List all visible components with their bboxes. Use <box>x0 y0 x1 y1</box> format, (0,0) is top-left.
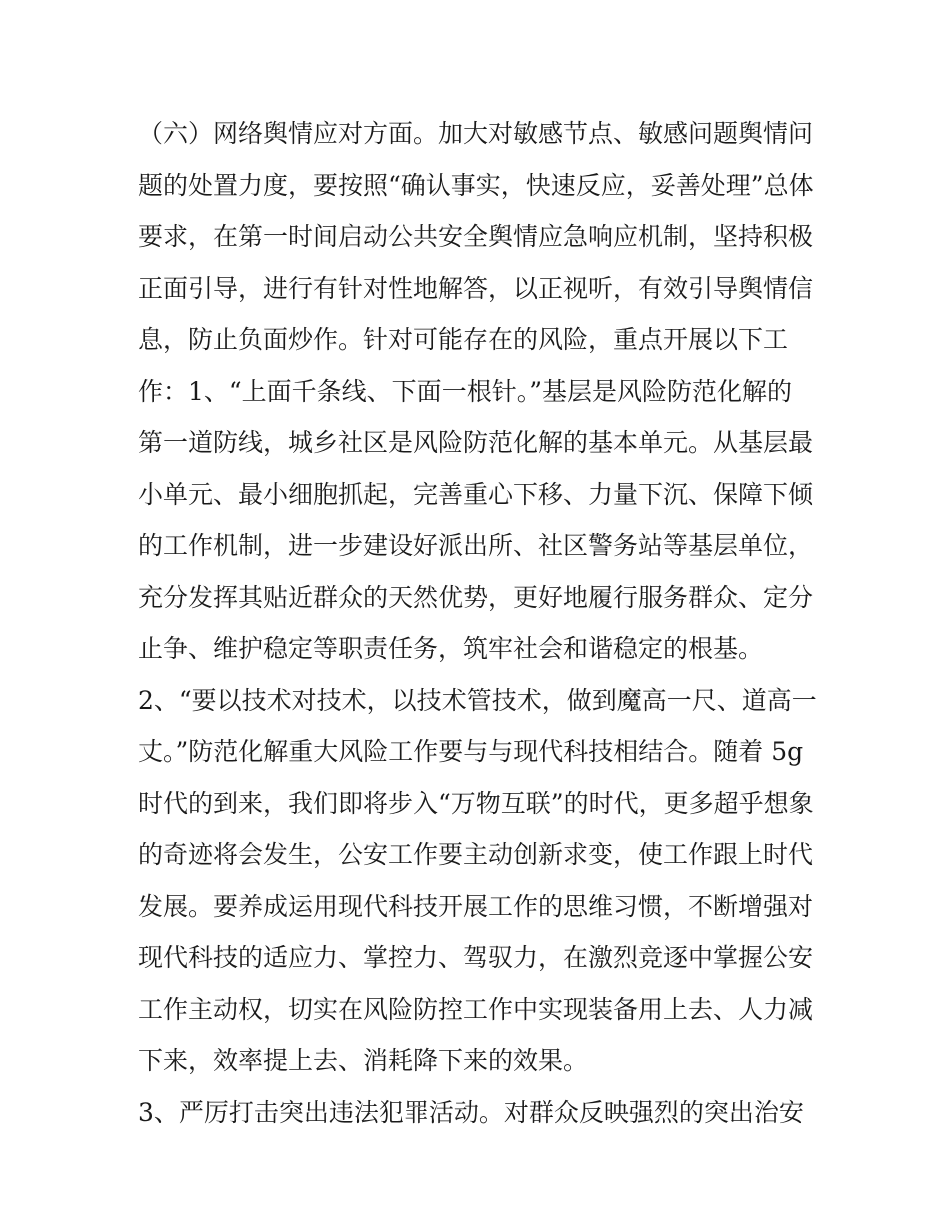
text-line: 工作主动权，切实在风险防控工作中实现装备用上去、人力减 <box>138 994 814 1024</box>
text-line: 丈。”防范化解重大风险工作要与与现代科技相结合。随着 5g <box>138 737 804 766</box>
text-line: 2、“要以技术对技术，以技术管技术，做到魔高一尺、道高一 <box>138 685 817 715</box>
text-line: 要求，在第一时间启动公共安全舆情应急响应机制，坚持积极 <box>138 222 814 251</box>
text-line: 第一道防线，城乡社区是风险防范化解的基本单元。从基层最 <box>138 428 814 457</box>
document-body <box>138 108 818 1138</box>
text-line: 充分发挥其贴近群众的天然优势，更好地履行服务群众、定分 <box>138 582 814 612</box>
text-line: 的奇迹将会发生，公安工作要主动创新求变，使工作跟上时代 <box>138 840 814 869</box>
text-line: 正面引导，进行有针对性地解答，以正视听，有效引导舆情信 <box>138 273 814 303</box>
text-line: 3、严厉打击突出违法犯罪活动。对群众反映强烈的突出治安 <box>138 1097 804 1127</box>
text-line: 息，防止负面炒作。针对可能存在的风险，重点开展以下工 <box>138 325 789 354</box>
text-line: （六）网络舆情应对方面。加大对敏感节点、敏感问题舆情问 <box>138 119 814 148</box>
text-line: 作：1、“上面千条线、下面一根针。”基层是风险防范化解的 <box>138 376 792 406</box>
text-line: 发展。要养成运用现代科技开展工作的思维习惯，不断增强对 <box>138 891 814 921</box>
text-line: 现代科技的适应力、掌控力、驾驭力，在激烈竞逐中掌握公安 <box>138 943 814 972</box>
text-line: 时代的到来，我们即将步入“万物互联”的时代，更多超乎想象 <box>138 788 814 818</box>
text-line: 下来，效率提上去、消耗降下来的效果。 <box>138 1046 589 1075</box>
text-line: 的工作机制，进一步建设好派出所、社区警务站等基层单位， <box>138 531 814 560</box>
text-line: 小单元、最小细胞抓起，完善重心下移、力量下沉、保障下倾 <box>138 479 814 509</box>
text-line: 止争、维护稳定等职责任务，筑牢社会和谐稳定的根基。 <box>138 634 764 663</box>
text-line: 题的处置力度，要按照“确认事实，快速反应，妥善处理”总体 <box>138 170 814 200</box>
